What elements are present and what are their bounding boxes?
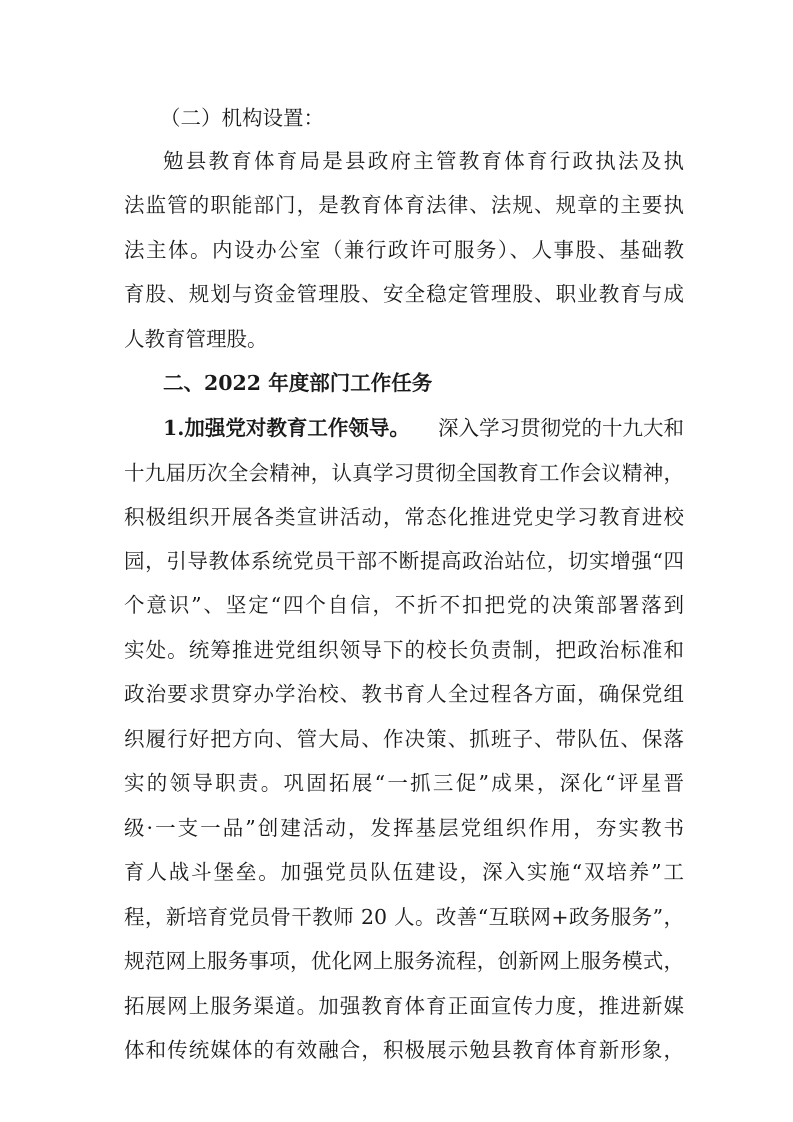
paragraph-line: 法主体。内设办公室（兼行政许可服务）、人事股、基础教 (124, 238, 684, 262)
paragraph-line: 织履行好把方向、管大局、作决策、抓班子、带队伍、保落 (124, 727, 684, 751)
paragraph-line: 法监管的职能部门，是教育体育法律、法规、规章的主要执 (124, 193, 684, 217)
paragraph-line: 人教育管理股。 (124, 327, 268, 351)
task-heading-party-leadership: 1.加强党对教育工作领导。 (163, 416, 410, 440)
section-heading-tasks: 二、2022 年度部门工作任务 (163, 371, 433, 395)
paragraph-line-text: 深入学习贯彻党的十九大和 (438, 416, 684, 440)
paragraph-line: 政治要求贯穿办学治校、教书育人全过程各方面，确保党组 (124, 682, 684, 706)
paragraph-line: 积极组织开展各类宣讲活动，常态化推进党史学习教育进校 (124, 505, 684, 529)
paragraph-line: 级·一支一品”创建活动，发挥基层党组织作用，夯实教书 (124, 816, 684, 840)
paragraph-line: 育人战斗堡垒。加强党员队伍建设，深入实施“双培养”工 (124, 860, 684, 884)
paragraph-line: 实处。统筹推进党组织领导下的校长负责制，把政治标准和 (124, 638, 684, 662)
paragraph-line: 规范网上服务事项，优化网上服务流程，创新网上服务模式， (124, 949, 684, 973)
paragraph-first-line (163, 408, 684, 448)
paragraph-line: 实的领导职责。巩固拓展“一抓三促”成果，深化“评星晋 (124, 771, 684, 795)
paragraph-line: 体和传统媒体的有效融合，积极展示勉县教育体育新形象， (124, 1038, 684, 1062)
paragraph-line: 园，引导教体系统党员干部不断提高政治站位，切实增强“四 (124, 549, 684, 573)
section-heading-organization: （二）机构设置： (160, 106, 324, 130)
paragraph-line: 拓展网上服务渠道。加强教育体育正面宣传力度，推进新媒 (124, 994, 684, 1018)
paragraph-line: 程，新培育党员骨干教师 20 人。改善“互联网+政务服务”， (124, 905, 684, 929)
paragraph-line: 勉县教育体育局是县政府主管教育体育行政执法及执 (163, 149, 684, 173)
paragraph-line: 育股、规划与资金管理股、安全稳定管理股、职业教育与成 (124, 282, 684, 306)
paragraph-line: 个意识”、坚定“四个自信，不折不扣把党的决策部署落到 (124, 593, 684, 617)
paragraph-line: 十九届历次全会精神，认真学习贯彻全国教育工作会议精神， (124, 461, 684, 485)
